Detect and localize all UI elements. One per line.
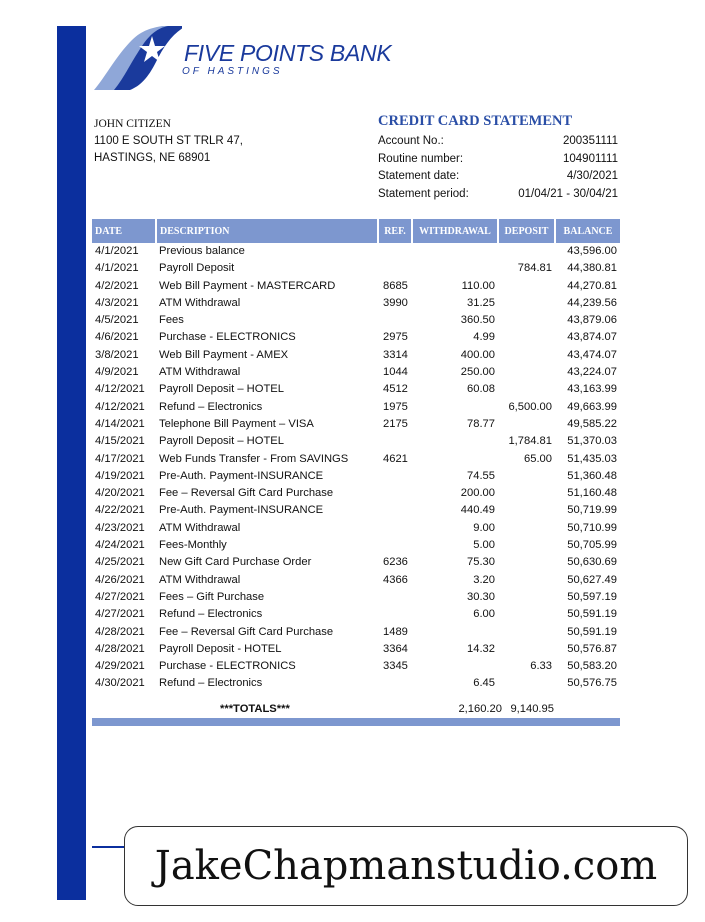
cell-deposit	[498, 502, 555, 519]
cell-balance: 43,163.99	[567, 383, 617, 396]
table-row	[92, 624, 620, 641]
column-header-balance: BALANCE	[555, 219, 620, 243]
table-row	[92, 606, 620, 623]
cell-withdrawal: 3.20	[473, 573, 495, 586]
cell-deposit	[498, 312, 555, 329]
cell-balance: 43,224.07	[567, 366, 617, 379]
cell-date: 4/14/2021	[95, 417, 145, 430]
cell-deposit: 6,500.00	[508, 400, 552, 413]
cell-ref	[378, 606, 412, 623]
cell-description: Previous balance	[159, 245, 245, 257]
totals-withdrawal: 2,160.20	[458, 703, 502, 715]
cell-withdrawal: 360.50	[460, 314, 495, 327]
transactions-body	[92, 243, 620, 693]
table-header-row	[92, 219, 620, 243]
cell-withdrawal: 30.30	[467, 590, 495, 603]
cell-description: Refund – Electronics	[159, 608, 263, 621]
statement-field-value: 200351111	[562, 135, 618, 147]
cell-description: Payroll Deposit – HOTEL	[159, 435, 284, 448]
cell-balance: 50,576.87	[567, 642, 617, 655]
cell-ref	[378, 589, 412, 606]
cell-date: 4/2/2021	[95, 279, 139, 292]
cell-balance: 50,627.49	[567, 573, 617, 586]
statement-field	[378, 168, 618, 186]
statement-field-label: Routine number:	[378, 152, 464, 165]
cell-balance: 43,874.07	[567, 331, 617, 344]
cell-date: 4/28/2021	[95, 625, 145, 638]
cell-balance: 50,705.99	[567, 539, 617, 552]
cell-description: ATM Withdrawal	[159, 573, 241, 586]
cell-deposit	[498, 381, 555, 398]
totals-label: ***TOTALS***	[220, 703, 290, 715]
statement-field-value: 104901111	[562, 152, 618, 165]
cell-ref: 2975	[383, 331, 408, 344]
cell-deposit	[498, 364, 555, 381]
statement-field-value: 4/30/2021	[566, 170, 618, 182]
table-row	[92, 658, 620, 675]
cell-deposit	[498, 295, 555, 312]
cell-description: Pre-Auth. Payment-INSURANCE	[159, 469, 324, 482]
cell-date: 4/29/2021	[95, 660, 145, 673]
cell-description: Refund – Electronics	[159, 400, 263, 413]
cell-description: Refund – Electronics	[159, 677, 263, 690]
cell-balance: 51,360.48	[567, 469, 617, 482]
cell-description: Purchase - ELECTRONICS	[159, 331, 296, 344]
cell-ref	[378, 433, 412, 450]
cell-description: Purchase - ELECTRONICS	[159, 660, 296, 673]
cell-balance: 44,270.81	[567, 279, 617, 292]
cell-withdrawal	[412, 658, 498, 675]
cell-ref	[378, 468, 412, 485]
column-header-ref: REF.	[378, 219, 412, 243]
cell-deposit	[498, 554, 555, 571]
cell-balance: 50,591.19	[567, 608, 617, 621]
customer-address-line2: HASTINGS, NE 68901	[94, 152, 211, 164]
cell-description: ATM Withdrawal	[159, 521, 241, 534]
cell-description: Web Bill Payment - AMEX	[159, 348, 289, 361]
cell-ref	[378, 243, 412, 260]
cell-balance: 44,239.56	[567, 296, 617, 309]
cell-date: 4/19/2021	[95, 469, 145, 482]
cell-description: Web Bill Payment - MASTERCARD	[159, 279, 336, 292]
table-row	[92, 347, 620, 364]
cell-description: Fee – Reversal Gift Card Purchase	[159, 625, 334, 638]
cell-date: 4/25/2021	[95, 556, 145, 569]
cell-withdrawal: 75.30	[467, 556, 495, 569]
cell-deposit: 784.81	[517, 262, 552, 275]
table-row	[92, 537, 620, 554]
table-row	[92, 399, 620, 416]
cell-withdrawal: 78.77	[467, 417, 495, 430]
cell-withdrawal: 4.99	[473, 331, 495, 344]
cell-ref: 4512	[383, 383, 408, 396]
totals-deposit: 9,140.95	[510, 703, 554, 715]
cell-date: 4/27/2021	[95, 608, 145, 621]
cell-ref: 4621	[383, 452, 408, 465]
cell-deposit	[498, 416, 555, 433]
table-row	[92, 502, 620, 519]
cell-ref: 2175	[383, 417, 408, 430]
cell-date: 4/15/2021	[95, 435, 145, 448]
table-row	[92, 468, 620, 485]
statement-field-label: Account No.:	[378, 135, 444, 147]
column-header-date: DATE	[92, 219, 156, 243]
cell-balance: 44,380.81	[567, 262, 617, 275]
cell-deposit	[498, 243, 555, 260]
cell-date: 4/23/2021	[95, 521, 145, 534]
table-row	[92, 416, 620, 433]
cell-description: Fees – Gift Purchase	[159, 590, 265, 603]
statement-title: CREDIT CARD STATEMENT	[378, 113, 573, 129]
cell-withdrawal: 200.00	[460, 487, 495, 500]
table-row	[92, 433, 620, 450]
cell-date: 4/9/2021	[95, 366, 139, 379]
cell-ref: 6236	[383, 556, 408, 569]
statement-info	[378, 113, 618, 203]
cell-deposit	[498, 589, 555, 606]
table-row	[92, 451, 620, 468]
cell-withdrawal: 9.00	[473, 521, 495, 534]
cell-description: Payroll Deposit - HOTEL	[159, 642, 282, 655]
cell-withdrawal: 6.45	[473, 677, 495, 690]
statement-field	[378, 186, 618, 204]
totals-row	[92, 700, 620, 718]
cell-withdrawal: 6.00	[473, 608, 495, 621]
bank-logo-icon	[92, 26, 182, 92]
table-row	[92, 295, 620, 312]
table-row	[92, 641, 620, 658]
cell-date: 4/1/2021	[95, 245, 139, 257]
cell-withdrawal	[412, 399, 498, 416]
cell-deposit	[498, 641, 555, 658]
table-row	[92, 520, 620, 537]
cell-balance: 50,591.19	[567, 625, 617, 638]
table-row	[92, 589, 620, 606]
cell-balance: 50,710.99	[567, 521, 617, 534]
cell-description: Fee – Reversal Gift Card Purchase	[159, 487, 334, 500]
table-row	[92, 278, 620, 295]
cell-date: 4/1/2021	[95, 262, 139, 275]
bank-subtitle: OF HASTINGS	[182, 66, 283, 77]
customer-address-line1: 1100 E SOUTH ST TRLR 47,	[94, 135, 243, 147]
cell-balance: 43,474.07	[567, 348, 617, 361]
cell-ref: 4366	[383, 573, 408, 586]
cell-description: Telephone Bill Payment – VISA	[159, 417, 314, 430]
cell-description: Pre-Auth. Payment-INSURANCE	[159, 504, 324, 517]
cell-balance: 51,160.48	[567, 487, 617, 500]
table-row	[92, 381, 620, 398]
cell-withdrawal: 74.55	[467, 469, 495, 482]
cell-withdrawal: 31.25	[467, 296, 495, 309]
cell-description: ATM Withdrawal	[159, 296, 241, 309]
cell-ref: 3990	[383, 296, 408, 309]
cell-withdrawal	[412, 451, 498, 468]
cell-deposit: 65.00	[524, 452, 552, 465]
cell-withdrawal: 250.00	[460, 366, 495, 379]
cell-date: 4/17/2021	[95, 452, 145, 465]
table-bottom-band	[92, 718, 620, 726]
cell-withdrawal: 440.49	[460, 504, 495, 517]
statement-field	[378, 151, 618, 169]
cell-deposit	[498, 468, 555, 485]
cell-date: 4/5/2021	[95, 314, 139, 327]
table-row	[92, 243, 620, 260]
cell-date: 4/3/2021	[95, 296, 139, 309]
cell-balance: 50,630.69	[567, 556, 617, 569]
cell-deposit	[498, 485, 555, 502]
cell-date: 4/12/2021	[95, 400, 145, 413]
cell-withdrawal: 14.32	[467, 642, 495, 655]
bank-name: FIVE POINTS BANK	[184, 40, 392, 66]
statement-field	[378, 133, 618, 151]
cell-deposit	[498, 278, 555, 295]
cell-ref	[378, 502, 412, 519]
cell-deposit	[498, 347, 555, 364]
cell-balance: 50,719.99	[567, 504, 617, 517]
cell-ref	[378, 675, 412, 692]
cell-withdrawal: 400.00	[460, 348, 495, 361]
customer-name: JOHN CITIZEN	[94, 118, 171, 130]
cell-withdrawal: 110.00	[461, 279, 495, 292]
cell-ref: 1489	[383, 625, 408, 638]
statement-field-label: Statement date:	[378, 170, 460, 182]
cell-date: 4/26/2021	[95, 573, 145, 586]
watermark-banner: JakeChapmanstudio.com	[124, 826, 688, 906]
cell-ref	[378, 312, 412, 329]
cell-balance: 51,370.03	[567, 435, 617, 448]
cell-ref	[378, 260, 412, 277]
cell-description: Fees	[159, 314, 184, 327]
cell-balance: 49,663.99	[567, 400, 617, 413]
cell-deposit	[498, 520, 555, 537]
table-row	[92, 260, 620, 277]
statement-field-value: 01/04/21 - 30/04/21	[518, 187, 618, 200]
cell-ref: 3345	[383, 660, 408, 673]
column-header-deposit: DEPOSIT	[498, 219, 555, 243]
cell-description: Fees-Monthly	[159, 539, 227, 552]
table-row	[92, 312, 620, 329]
customer-address-block	[94, 116, 243, 167]
cell-withdrawal	[412, 433, 498, 450]
cell-description: Web Funds Transfer - From SAVINGS	[159, 452, 349, 465]
cell-ref: 1044	[383, 366, 408, 379]
cell-date: 4/24/2021	[95, 539, 145, 552]
cell-deposit	[498, 675, 555, 692]
cell-description: ATM Withdrawal	[159, 366, 241, 379]
cell-description: Payroll Deposit	[159, 262, 235, 275]
column-header-withdrawal: WITHDRAWAL	[412, 219, 498, 243]
cell-date: 4/12/2021	[95, 383, 145, 396]
cell-date: 4/6/2021	[95, 331, 139, 344]
cell-deposit: 1,784.81	[508, 435, 552, 448]
bank-logo	[92, 26, 392, 92]
table-row	[92, 364, 620, 381]
cell-ref	[378, 520, 412, 537]
transactions-table	[92, 219, 620, 693]
table-row	[92, 554, 620, 571]
cell-date: 4/20/2021	[95, 487, 145, 500]
column-header-description: DESCRIPTION	[156, 219, 378, 243]
cell-ref	[378, 537, 412, 554]
cell-deposit	[498, 606, 555, 623]
cell-ref	[378, 485, 412, 502]
cell-deposit	[498, 537, 555, 554]
cell-date: 3/8/2021	[95, 348, 139, 361]
cell-deposit	[498, 572, 555, 589]
left-accent-bar	[57, 26, 86, 900]
table-row	[92, 485, 620, 502]
cell-balance: 50,576.75	[567, 677, 617, 690]
cell-withdrawal	[412, 243, 498, 260]
table-row	[92, 675, 620, 692]
cell-date: 4/22/2021	[95, 504, 145, 517]
cell-ref: 3314	[383, 348, 408, 361]
cell-withdrawal: 60.08	[467, 383, 495, 396]
cell-date: 4/30/2021	[95, 677, 145, 690]
table-row	[92, 329, 620, 346]
cell-ref: 1975	[383, 400, 408, 413]
cell-deposit	[498, 329, 555, 346]
cell-balance: 49,585.22	[567, 417, 617, 430]
cell-deposit	[498, 624, 555, 641]
cell-withdrawal: 5.00	[473, 539, 495, 552]
cell-ref: 3364	[383, 642, 408, 655]
cell-balance: 50,597.19	[567, 590, 617, 603]
cell-deposit: 6.33	[530, 660, 552, 673]
cell-date: 4/28/2021	[95, 642, 145, 655]
cell-balance: 43,879.06	[567, 314, 617, 327]
cell-balance: 43,596.00	[567, 245, 617, 257]
cell-withdrawal	[412, 260, 498, 277]
cell-withdrawal	[412, 624, 498, 641]
cell-date: 4/27/2021	[95, 590, 145, 603]
cell-ref: 8685	[383, 279, 408, 292]
cell-description: New Gift Card Purchase Order	[159, 556, 312, 569]
cell-balance: 50,583.20	[567, 660, 617, 673]
cell-balance: 51,435.03	[567, 452, 617, 465]
table-row	[92, 572, 620, 589]
statement-field-label: Statement period:	[378, 187, 469, 200]
cell-description: Payroll Deposit – HOTEL	[159, 383, 284, 396]
